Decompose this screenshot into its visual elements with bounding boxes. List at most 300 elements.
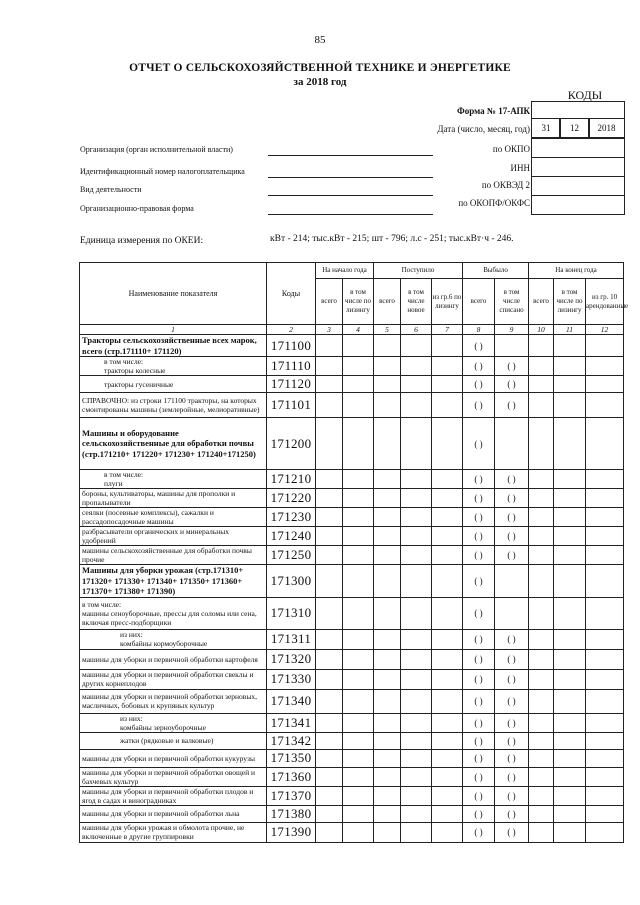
form-code-box[interactable] <box>531 101 625 119</box>
data-cell[interactable]: ( ) <box>495 767 529 786</box>
data-cell[interactable] <box>432 713 463 732</box>
data-cell[interactable] <box>401 767 432 786</box>
data-cell[interactable] <box>401 629 432 649</box>
data-cell[interactable] <box>343 546 374 565</box>
data-cell[interactable] <box>586 822 624 842</box>
data-cell[interactable] <box>374 418 401 470</box>
data-cell[interactable] <box>401 376 432 393</box>
data-cell[interactable]: ( ) <box>463 749 495 767</box>
data-cell[interactable] <box>343 597 374 629</box>
data-cell[interactable]: ( ) <box>495 629 529 649</box>
data-cell[interactable] <box>554 357 586 376</box>
data-cell[interactable] <box>586 335 624 357</box>
data-cell[interactable] <box>374 335 401 357</box>
data-cell[interactable] <box>401 713 432 732</box>
data-cell[interactable] <box>554 546 586 565</box>
data-cell[interactable] <box>432 393 463 418</box>
table-row <box>80 376 624 393</box>
data-cell[interactable] <box>343 713 374 732</box>
data-cell[interactable]: ( ) <box>463 649 495 669</box>
data-cell[interactable]: ( ) <box>463 376 495 393</box>
unit-label: Единица измерения по ОКЕИ: <box>80 236 204 246</box>
data-cell[interactable] <box>316 805 343 822</box>
data-cell[interactable] <box>401 527 432 546</box>
data-cell[interactable]: ( ) <box>495 822 529 842</box>
data-cell[interactable] <box>529 335 554 357</box>
data-cell[interactable] <box>529 565 554 598</box>
data-cell[interactable] <box>432 786 463 805</box>
data-cell[interactable] <box>374 713 401 732</box>
data-cell[interactable]: ( ) <box>463 689 495 713</box>
data-cell[interactable]: ( ) <box>463 629 495 649</box>
data-cell[interactable] <box>432 565 463 598</box>
data-cell[interactable]: ( ) <box>495 649 529 669</box>
header-total: всего <box>374 279 401 325</box>
column-number: 5 <box>374 325 401 335</box>
data-cell[interactable] <box>343 805 374 822</box>
data-cell[interactable] <box>316 546 343 565</box>
data-cell[interactable] <box>432 749 463 767</box>
header-total: всего <box>316 279 343 325</box>
data-cell[interactable] <box>529 822 554 842</box>
data-cell[interactable] <box>432 597 463 629</box>
data-cell[interactable] <box>316 629 343 649</box>
row-name: машины для уборки и первичной обработки картофеля <box>80 649 267 669</box>
okopf-code-box[interactable] <box>531 195 625 215</box>
data-cell[interactable] <box>495 335 529 357</box>
data-cell[interactable] <box>586 527 624 546</box>
data-cell[interactable] <box>529 629 554 649</box>
data-cell[interactable] <box>401 689 432 713</box>
data-cell[interactable] <box>401 508 432 527</box>
data-cell[interactable] <box>586 470 624 489</box>
header-begin: На начало года <box>316 263 374 279</box>
data-cell[interactable]: ( ) <box>495 470 529 489</box>
row-code: 171110 <box>267 357 316 376</box>
data-cell[interactable] <box>316 767 343 786</box>
data-cell[interactable]: ( ) <box>463 786 495 805</box>
data-cell[interactable]: ( ) <box>463 508 495 527</box>
data-cell[interactable] <box>554 527 586 546</box>
data-cell[interactable] <box>432 732 463 749</box>
data-cell[interactable] <box>316 822 343 842</box>
row-code: 171230 <box>267 508 316 527</box>
data-cell[interactable] <box>343 649 374 669</box>
data-cell[interactable] <box>554 597 586 629</box>
data-cell[interactable]: ( ) <box>463 470 495 489</box>
data-cell[interactable]: ( ) <box>495 786 529 805</box>
data-cell[interactable] <box>529 597 554 629</box>
data-cell[interactable] <box>374 489 401 508</box>
data-cell[interactable] <box>586 713 624 732</box>
data-cell[interactable] <box>586 732 624 749</box>
data-cell[interactable]: ( ) <box>495 689 529 713</box>
table-row <box>80 335 624 357</box>
data-cell[interactable] <box>495 597 529 629</box>
row-code: 171100 <box>267 335 316 357</box>
table-row <box>80 805 624 822</box>
data-cell[interactable] <box>432 689 463 713</box>
data-cell[interactable] <box>374 527 401 546</box>
data-cell[interactable] <box>554 689 586 713</box>
header-leasing: в том числе по лизингу <box>343 279 374 325</box>
data-cell[interactable] <box>586 376 624 393</box>
data-cell[interactable]: ( ) <box>463 805 495 822</box>
data-cell[interactable] <box>586 508 624 527</box>
data-cell[interactable] <box>529 376 554 393</box>
data-cell[interactable] <box>316 527 343 546</box>
data-cell[interactable] <box>554 376 586 393</box>
data-cell[interactable]: ( ) <box>463 489 495 508</box>
data-cell[interactable] <box>374 822 401 842</box>
data-cell[interactable] <box>343 629 374 649</box>
row-name: машины для уборки урожая и обмолота прочие, не включенные в другие группировки <box>80 822 267 842</box>
data-cell[interactable] <box>343 376 374 393</box>
data-cell[interactable] <box>432 629 463 649</box>
table-row <box>80 565 624 598</box>
data-cell[interactable] <box>401 418 432 470</box>
data-cell[interactable] <box>401 786 432 805</box>
data-cell[interactable] <box>316 376 343 393</box>
data-cell[interactable] <box>343 508 374 527</box>
data-cell[interactable] <box>374 508 401 527</box>
data-cell[interactable] <box>554 749 586 767</box>
data-cell[interactable] <box>316 393 343 418</box>
date-day[interactable]: 31 <box>531 118 561 138</box>
data-cell[interactable] <box>529 508 554 527</box>
data-cell[interactable] <box>432 649 463 669</box>
date-month[interactable]: 12 <box>559 118 590 138</box>
data-cell[interactable] <box>586 393 624 418</box>
data-cell[interactable] <box>529 732 554 749</box>
page-number: 85 <box>314 34 326 46</box>
data-cell[interactable] <box>374 565 401 598</box>
data-cell[interactable] <box>316 489 343 508</box>
data-cell[interactable] <box>374 689 401 713</box>
data-cell[interactable] <box>529 767 554 786</box>
data-cell[interactable] <box>529 470 554 489</box>
data-cell[interactable] <box>529 546 554 565</box>
table-row <box>80 749 624 767</box>
data-cell[interactable] <box>316 508 343 527</box>
data-cell[interactable] <box>554 805 586 822</box>
data-cell[interactable] <box>343 786 374 805</box>
data-cell[interactable] <box>343 822 374 842</box>
row-code: 171250 <box>267 546 316 565</box>
data-cell[interactable] <box>432 376 463 393</box>
row-name: тракторы гусеничные <box>80 376 267 393</box>
activity-line[interactable] <box>268 195 433 196</box>
row-name: в том числе: плуги <box>80 470 267 489</box>
column-number: 12 <box>586 325 624 335</box>
data-cell[interactable] <box>374 597 401 629</box>
row-name: из них: комбайны зерноуборочные <box>80 713 267 732</box>
table-row <box>80 470 624 489</box>
report-title: ОТЧЕТ О СЕЛЬСКОХОЗЯЙСТВЕННОЙ ТЕХНИКЕ И ЭНЕРГЕТИКЕ <box>129 62 511 74</box>
data-cell[interactable] <box>529 357 554 376</box>
data-cell[interactable] <box>554 565 586 598</box>
data-cell[interactable]: ( ) <box>463 357 495 376</box>
header-name: Наименование показателя <box>80 263 267 325</box>
row-name: машины для уборки и первичной обработки льна <box>80 805 267 822</box>
okved-code-box[interactable] <box>531 176 625 196</box>
data-cell[interactable] <box>316 786 343 805</box>
data-cell[interactable] <box>316 669 343 689</box>
data-cell[interactable] <box>554 713 586 732</box>
data-cell[interactable] <box>586 418 624 470</box>
data-cell[interactable] <box>374 546 401 565</box>
row-name: машины для уборки и первичной обработки свеклы и других корнеплодов <box>80 669 267 689</box>
data-cell[interactable] <box>401 732 432 749</box>
data-cell[interactable] <box>343 669 374 689</box>
table-row <box>80 629 624 649</box>
date-year[interactable]: 2018 <box>588 118 625 138</box>
data-cell[interactable] <box>401 822 432 842</box>
data-cell[interactable]: ( ) <box>463 732 495 749</box>
data-cell[interactable]: ( ) <box>495 805 529 822</box>
data-cell[interactable]: ( ) <box>463 669 495 689</box>
data-cell[interactable]: ( ) <box>495 713 529 732</box>
data-cell[interactable] <box>401 649 432 669</box>
data-cell[interactable] <box>316 713 343 732</box>
data-cell[interactable] <box>316 565 343 598</box>
row-name: машины сельскохозяйственные для обработки почвы прочие <box>80 546 267 565</box>
data-cell[interactable]: ( ) <box>463 822 495 842</box>
row-code: 171101 <box>267 393 316 418</box>
data-cell[interactable] <box>432 527 463 546</box>
row-name: машины для уборки и первичной обработки кукурузы <box>80 749 267 767</box>
data-cell[interactable] <box>432 805 463 822</box>
table-row <box>80 393 624 418</box>
data-cell[interactable] <box>432 470 463 489</box>
data-cell[interactable]: ( ) <box>463 393 495 418</box>
data-cell[interactable] <box>401 749 432 767</box>
data-cell[interactable] <box>586 357 624 376</box>
data-cell[interactable] <box>401 805 432 822</box>
data-cell[interactable] <box>316 470 343 489</box>
data-cell[interactable] <box>586 689 624 713</box>
data-cell[interactable]: ( ) <box>495 357 529 376</box>
data-cell[interactable]: ( ) <box>495 546 529 565</box>
table-row <box>80 508 624 527</box>
table-row <box>80 597 624 629</box>
data-cell[interactable] <box>554 629 586 649</box>
data-cell[interactable] <box>586 597 624 629</box>
data-cell[interactable] <box>374 805 401 822</box>
data-cell[interactable] <box>529 689 554 713</box>
data-cell[interactable] <box>586 767 624 786</box>
data-cell[interactable] <box>374 470 401 489</box>
data-cell[interactable] <box>554 767 586 786</box>
data-cell[interactable] <box>343 732 374 749</box>
row-name: разбрасыватели органических и минеральных удобрений <box>80 527 267 546</box>
data-cell[interactable] <box>495 418 529 470</box>
data-cell[interactable] <box>554 393 586 418</box>
data-cell[interactable] <box>401 597 432 629</box>
data-cell[interactable] <box>529 649 554 669</box>
data-cell[interactable]: ( ) <box>495 527 529 546</box>
data-cell[interactable] <box>374 749 401 767</box>
data-cell[interactable] <box>586 649 624 669</box>
data-cell[interactable] <box>343 527 374 546</box>
inn-line[interactable] <box>268 177 433 178</box>
data-cell[interactable] <box>554 786 586 805</box>
data-cell[interactable] <box>529 749 554 767</box>
data-cell[interactable] <box>316 649 343 669</box>
data-cell[interactable]: ( ) <box>495 508 529 527</box>
table-row <box>80 489 624 508</box>
data-cell[interactable] <box>343 335 374 357</box>
data-cell[interactable] <box>586 805 624 822</box>
data-cell[interactable] <box>586 786 624 805</box>
data-cell[interactable] <box>529 805 554 822</box>
data-cell[interactable] <box>401 546 432 565</box>
inn-code-label: ИНН <box>510 163 530 173</box>
table-row <box>80 713 624 732</box>
data-cell[interactable]: ( ) <box>463 597 495 629</box>
data-cell[interactable] <box>554 822 586 842</box>
org-line[interactable] <box>268 155 433 156</box>
data-cell[interactable] <box>432 546 463 565</box>
data-cell[interactable] <box>316 749 343 767</box>
report-subtitle: за 2018 год <box>293 76 347 88</box>
data-cell[interactable] <box>554 732 586 749</box>
column-number: 4 <box>343 325 374 335</box>
data-cell[interactable] <box>432 357 463 376</box>
data-cell[interactable]: ( ) <box>495 732 529 749</box>
data-cell[interactable]: ( ) <box>463 713 495 732</box>
data-cell[interactable] <box>374 767 401 786</box>
data-cell[interactable] <box>432 489 463 508</box>
data-cell[interactable]: ( ) <box>495 669 529 689</box>
row-code: 171340 <box>267 689 316 713</box>
data-cell[interactable] <box>374 786 401 805</box>
date-label: Дата (число, месяц, год) <box>437 124 530 134</box>
row-code: 171390 <box>267 822 316 842</box>
data-cell[interactable] <box>316 357 343 376</box>
data-cell[interactable] <box>343 357 374 376</box>
data-cell[interactable] <box>316 732 343 749</box>
data-cell[interactable] <box>316 335 343 357</box>
data-cell[interactable]: ( ) <box>463 335 495 357</box>
table-row <box>80 546 624 565</box>
table-row <box>80 357 624 376</box>
row-name: Машины и оборудование сельскохозяйственные для обработки почвы (стр.171210+ 171220+ 171230+ 171240+171250) <box>80 418 267 470</box>
data-cell[interactable] <box>529 489 554 508</box>
data-cell[interactable]: ( ) <box>463 527 495 546</box>
data-cell[interactable] <box>586 749 624 767</box>
table-row <box>80 649 624 669</box>
data-cell[interactable] <box>316 418 343 470</box>
data-cell[interactable] <box>529 527 554 546</box>
data-cell[interactable] <box>586 489 624 508</box>
data-cell[interactable] <box>554 470 586 489</box>
data-cell[interactable] <box>495 565 529 598</box>
data-cell[interactable] <box>374 669 401 689</box>
data-cell[interactable] <box>343 393 374 418</box>
data-cell[interactable] <box>529 669 554 689</box>
data-cell[interactable]: ( ) <box>463 418 495 470</box>
row-code: 171310 <box>267 597 316 629</box>
data-cell[interactable] <box>432 508 463 527</box>
data-cell[interactable] <box>343 565 374 598</box>
column-number: 2 <box>267 325 316 335</box>
data-cell[interactable]: ( ) <box>495 489 529 508</box>
data-cell[interactable]: ( ) <box>463 546 495 565</box>
data-cell[interactable] <box>586 629 624 649</box>
column-number: 10 <box>529 325 554 335</box>
data-cell[interactable]: ( ) <box>463 565 495 598</box>
data-cell[interactable] <box>343 418 374 470</box>
data-cell[interactable] <box>316 689 343 713</box>
data-cell[interactable] <box>554 335 586 357</box>
data-cell[interactable] <box>432 418 463 470</box>
inn-code-box[interactable] <box>531 157 625 177</box>
data-cell[interactable] <box>586 546 624 565</box>
row-name: СПРАВОЧНО: из строки 171100 тракторы, на которых смонтированы машины (землеройные, мелиоративные) <box>80 393 267 418</box>
header-total: всего <box>463 279 495 325</box>
data-cell[interactable] <box>554 669 586 689</box>
data-cell[interactable] <box>432 822 463 842</box>
data-cell[interactable] <box>554 418 586 470</box>
data-cell[interactable] <box>586 565 624 598</box>
data-cell[interactable]: ( ) <box>495 376 529 393</box>
data-cell[interactable] <box>432 767 463 786</box>
data-cell[interactable] <box>529 786 554 805</box>
data-cell[interactable] <box>401 393 432 418</box>
table-row <box>80 786 624 805</box>
row-code: 171240 <box>267 527 316 546</box>
data-cell[interactable] <box>529 418 554 470</box>
column-number: 8 <box>463 325 495 335</box>
legal-form-line[interactable] <box>268 214 433 215</box>
data-cell[interactable] <box>401 565 432 598</box>
data-cell[interactable]: ( ) <box>495 393 529 418</box>
data-cell[interactable] <box>343 689 374 713</box>
data-cell[interactable] <box>316 597 343 629</box>
data-cell[interactable] <box>432 335 463 357</box>
okpo-code-box[interactable] <box>531 138 625 158</box>
data-cell[interactable] <box>374 629 401 649</box>
data-cell[interactable] <box>554 508 586 527</box>
data-cell[interactable] <box>343 749 374 767</box>
data-cell[interactable] <box>374 649 401 669</box>
data-cell[interactable] <box>343 489 374 508</box>
data-cell[interactable] <box>432 669 463 689</box>
data-cell[interactable] <box>554 489 586 508</box>
data-cell[interactable] <box>401 489 432 508</box>
data-cell[interactable] <box>374 393 401 418</box>
data-cell[interactable] <box>343 470 374 489</box>
data-cell[interactable] <box>529 393 554 418</box>
data-cell[interactable]: ( ) <box>495 749 529 767</box>
data-cell[interactable] <box>401 357 432 376</box>
data-cell[interactable] <box>343 767 374 786</box>
data-cell[interactable] <box>374 376 401 393</box>
data-cell[interactable] <box>554 649 586 669</box>
main-table <box>79 262 629 843</box>
data-cell[interactable] <box>374 732 401 749</box>
data-cell[interactable] <box>374 357 401 376</box>
data-cell[interactable] <box>586 669 624 689</box>
data-cell[interactable] <box>401 335 432 357</box>
data-cell[interactable]: ( ) <box>463 767 495 786</box>
data-cell[interactable] <box>401 669 432 689</box>
row-code: 171330 <box>267 669 316 689</box>
data-cell[interactable] <box>401 470 432 489</box>
data-cell[interactable] <box>529 713 554 732</box>
table-row <box>80 732 624 749</box>
